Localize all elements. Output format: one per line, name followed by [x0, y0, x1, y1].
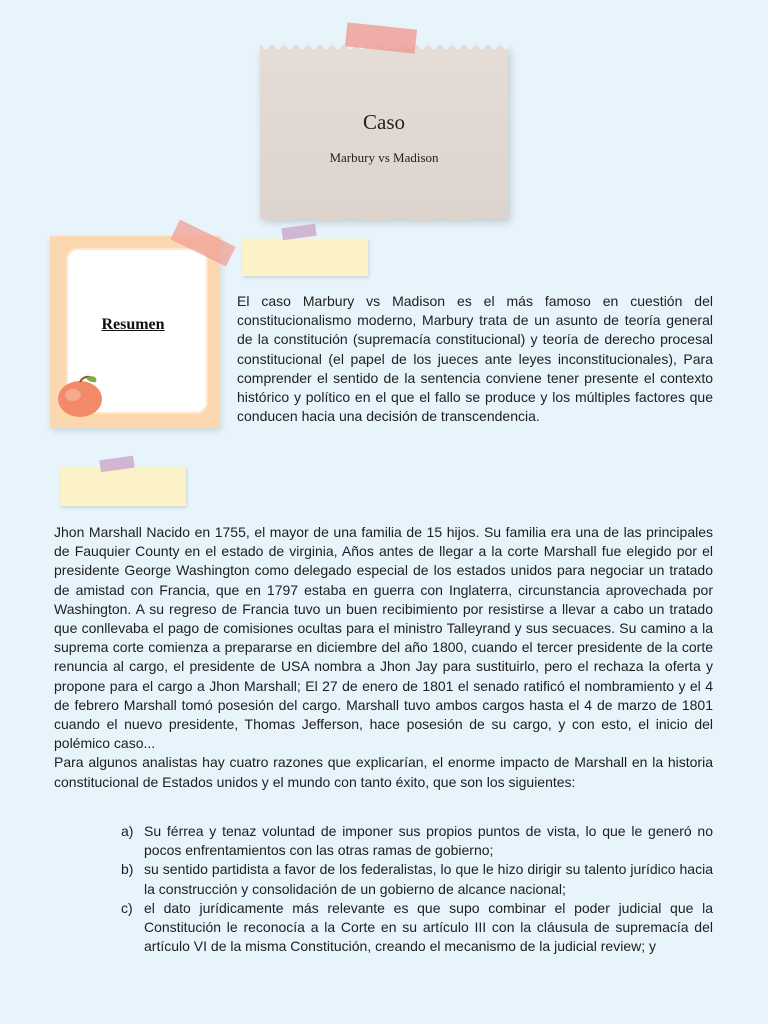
body-paragraph-2: Para algunos analistas hay cuatro razones que explicarían, el enorme impacto de Marshall en la historia constitucional de Estados unidos y el mundo con tanto éxito, que son los siguientes: [54, 754, 713, 790]
list-marker: b) [121, 861, 134, 878]
list-item-text: su sentido partidista a favor de los federalistas, lo que le hizo dirigir su talento jurídico hacia la construcción y consolidación de un gobierno de alcance nacional; [144, 861, 713, 897]
list-item-text: el dato jurídicamente más relevante es que supo combinar el poder judicial que la Constitución le reconocía a la Corte en su artículo III con la cláusula de supremacía del artículo VI de la misma Constitución, creando el mecanismo de la judicial review; y [144, 899, 713, 955]
page-subtitle: Marbury vs Madison [329, 150, 439, 165]
list-item [117, 899, 713, 957]
list-item [117, 822, 713, 860]
reasons-list [117, 822, 713, 956]
list-item [117, 860, 713, 898]
summary-paragraph: El caso Marbury vs Madison es el más famoso en cuestión del constitucionalismo moderno, Marbury trata de un asunto de teoría general de la constitución (supremacía constitucional) y teoría de derecho procesal constitucional (el papel de los jueces ante leyes inconstitucionales), Para comprender el sentido de la sentencia conviene tener presente el contexto histórico y político en el que el fallo se produce y los múltiples factores que conducen hacia una decisión de transcendencia. [237, 293, 713, 425]
resumen-heading: Resumen [101, 316, 165, 333]
list-marker: a) [121, 823, 134, 839]
sticky-note-bottom [60, 466, 186, 506]
sticky-note-top [242, 238, 368, 276]
page-title: Caso [363, 110, 405, 134]
body-text [54, 523, 713, 792]
peach-icon [56, 372, 104, 418]
body-paragraph-1: Jhon Marshall Nacido en 1755, el mayor de una familia de 15 hijos. Su familia era una de las principales de Fauquier County en el estado de virginia, Años antes de llegar a la corte Marshall fue elegido por el presidente George Washington como delegado especial de los estados unidos para negociar un tratado de amistad con Francia, que en 1797 estaba en guerra con Inglaterra, circunstancia aprovechada por Washington. A su regreso de Francia tuvo un buen recibimiento por resistirse a llevar a cabo un tratado que conllevaba el pago de comisiones ocultas para el ministro Talleyrand y sus secuaces. Su camino a la suprema corte comienza a prepararse en diciembre del año 1800, cuando el tercer presidente de la corte renuncia al cargo, el presidente de USA nombra a Jhon Jay para sustituirlo, pero el rechaza la oferta y propone para el cargo a Jhon Marshall; El 27 de enero de 1801 el senado ratificó el nombramiento y el 4 de febrero Marshall tomó posesión del cargo. Marshall tuvo ambos cargos hasta el 4 de marzo de 1801 cuando el nuevo presidente, Thomas Jefferson, hace posesión de su cargo, y con esto, el inicio del polémico caso... [54, 524, 713, 752]
list-marker: c) [121, 899, 133, 916]
list-item-text: Su férrea y tenaz voluntad de imponer sus propios puntos de vista, lo que le generó no pocos enfrentamientos con las otras ramas de gobierno; [144, 823, 713, 859]
